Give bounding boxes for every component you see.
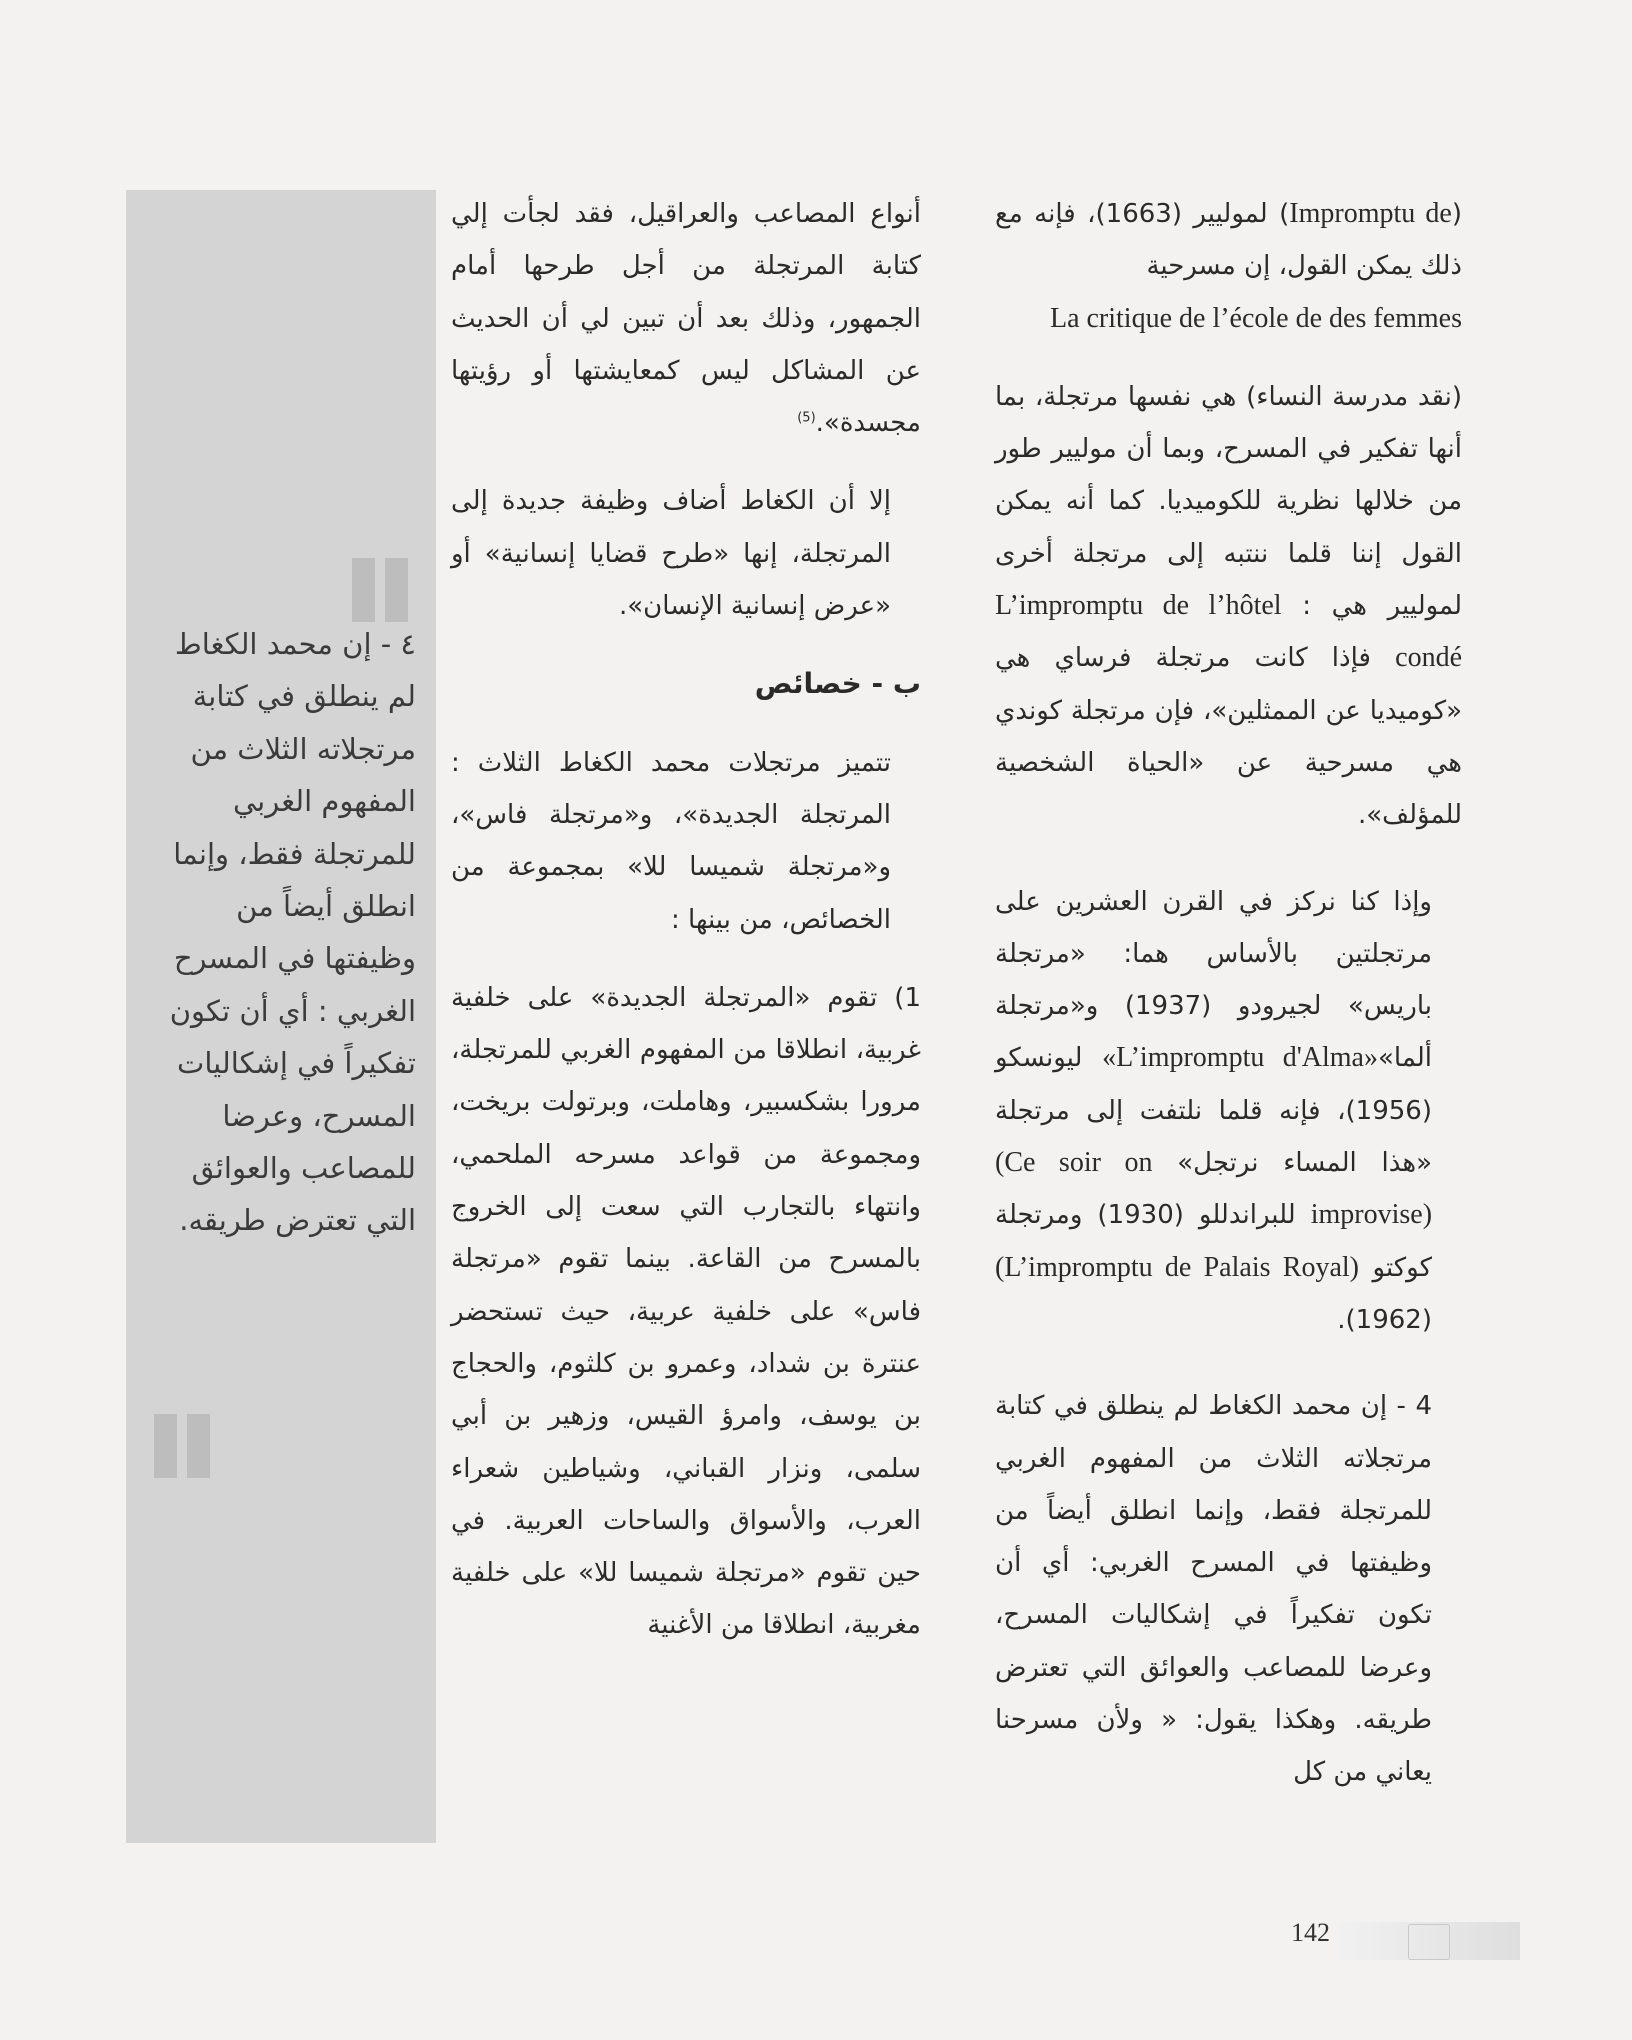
- right-column: [995, 188, 1462, 1799]
- right-paragraph-3: 4 - إن محمد الكغاط لم ينطلق في كتابة مرتجلاته الثلاث من المفهوم الغربي للمرتجلة فقط، وإنما انطلق أيضاً من وظيفتها في المسرح الغربي: أي أن تكون تفكيراً في إشكاليات المسرح، وعرضا للمصاعب والعوائق التي تعترض طريقه. وهكذا يقول: « ولأن مسرحنا يعاني من كل: [995, 1391, 1432, 1788]
- middle-paragraph-2: إلا أن الكغاط أضاف وظيفة جديدة إلى المرتجلة، إنها «طرح قضايا إنسانية» أو «عرض إنسانية الإنسان».: [451, 486, 891, 622]
- section-heading: ب - خصائص: [754, 667, 921, 701]
- latin-title-critique: La critique de l’école de des femmes: [1049, 302, 1462, 334]
- quote-close-icon: [154, 1414, 210, 1478]
- latin-title-ce-soir: (Ce soir on improvise): [995, 1147, 1433, 1231]
- latin-title-alma: «L’impromptu d'Alma»: [1102, 1042, 1378, 1074]
- latin-title-conde: L’impromptu de l’hôtel condé: [995, 590, 1462, 674]
- quote-open-icon: [352, 558, 408, 622]
- middle-paragraph-4: 1) تقوم «المرتجلة الجديدة» على خلفية غربية، انطلاقا من المفهوم الغربي للمرتجلة، مرورا بشكسبير، وهاملت، وبرتولت بريخت، ومجموعة من قواعد مسرحه الملحمي، وانتهاء بالتجارب التي سعت إلى الخروج بالمسرح من القاعة. بينما تقوم «مرتجلة فاس» على خلفية عربية، حيث تستحضر عنترة بن شداد، وعمرو بن كلثوم، والحجاج بن يوسف، وامرؤ القيس، وزهير بن أبي سلمى، ونزار القباني، وشياطين شعراء العرب، والأسواق والساحات العربية. في حين تقوم «مرتجلة شميسا للا» على خلفية مغربية، انطلاقا من الأغنية: [451, 982, 921, 1641]
- pull-quote-text: ٤ - إن محمد الكغاط لم ينطلق في كتابة مرتجلاته الثلاث من المفهوم الغربي للمرتجلة فقط، وإنما انطلق أيضاً من وظيفتها في المسرح الغربي : أي أن تكون تفكيراً في إشكاليات المسرح، وعرضا للمصاعب والعوائق التي تعترض طريقه.: [169, 627, 416, 1238]
- right-paragraph-2: وإذا كنا نركز في القرن العشرين على مرتجلتين بالأساس هما: «مرتجلة باريس» لجيرودو (1937) و«مرتجلة ألما»«L’impromptu d'Alma» ليونسكو (1956)، فإنه قلما نلتفت إلى مرتجلة «هذا المساء نرتجل» (Ce soir on improvise) للبراندللو (1930) ومرتجلة كوكتو (L’impromptu de Palais Royal) (1962).: [995, 886, 1433, 1335]
- page-number: 142: [1291, 1918, 1330, 1947]
- right-paragraph-1: (Impromptu de) لموليير (1663)، فإنه مع ذلك يمكن القول، إن مسرحية: [995, 198, 1462, 282]
- page-footer: [1270, 1918, 1520, 1964]
- footnote-marker: (5): [797, 410, 816, 426]
- magazine-logo-icon: [1408, 1924, 1450, 1960]
- middle-paragraph-1: أنواع المصاعب والعراقيل، فقد لجأت إلي كتابة المرتجلة من أجل طرحها أمام الجمهور، وذلك بعد أن تبين لي أن الحديث عن المشاكل ليس كمعايشتها أو رؤيتها مجسدة».$^{(5)}$: [451, 199, 921, 439]
- pull-quote-sidebar: [126, 190, 436, 1843]
- middle-paragraph-3: تتميز مرتجلات محمد الكغاط الثلاث : المرتجلة الجديدة»، و«مرتجلة فاس»، و«مرتجلة شميسا للا» بمجموعة من الخصائص، من بينها :: [451, 747, 891, 935]
- middle-column: [451, 188, 921, 1652]
- latin-title-impromptu: Impromptu de: [1289, 198, 1452, 229]
- right-paragraph-1-cont: (نقد مدرسة النساء) هي نفسها مرتجلة، بما أنها تفكير في المسرح، وبما أن موليير طور من خلالها نظرية للكوميديا. كما أنه يمكن القول إننا قلما ننتبه إلى مرتجلة أخرى لموليير هي : L’impromptu de l’hôtel condé فإذا كانت مرتجلة فرساي هي «كوميديا عن الممثلين»، فإن مرتجلة كوندي هي مسرحية عن «الحياة الشخصية للمؤلف».: [995, 381, 1463, 831]
- latin-title-palais-royal: (L’impromptu de Palais Royal): [995, 1251, 1359, 1283]
